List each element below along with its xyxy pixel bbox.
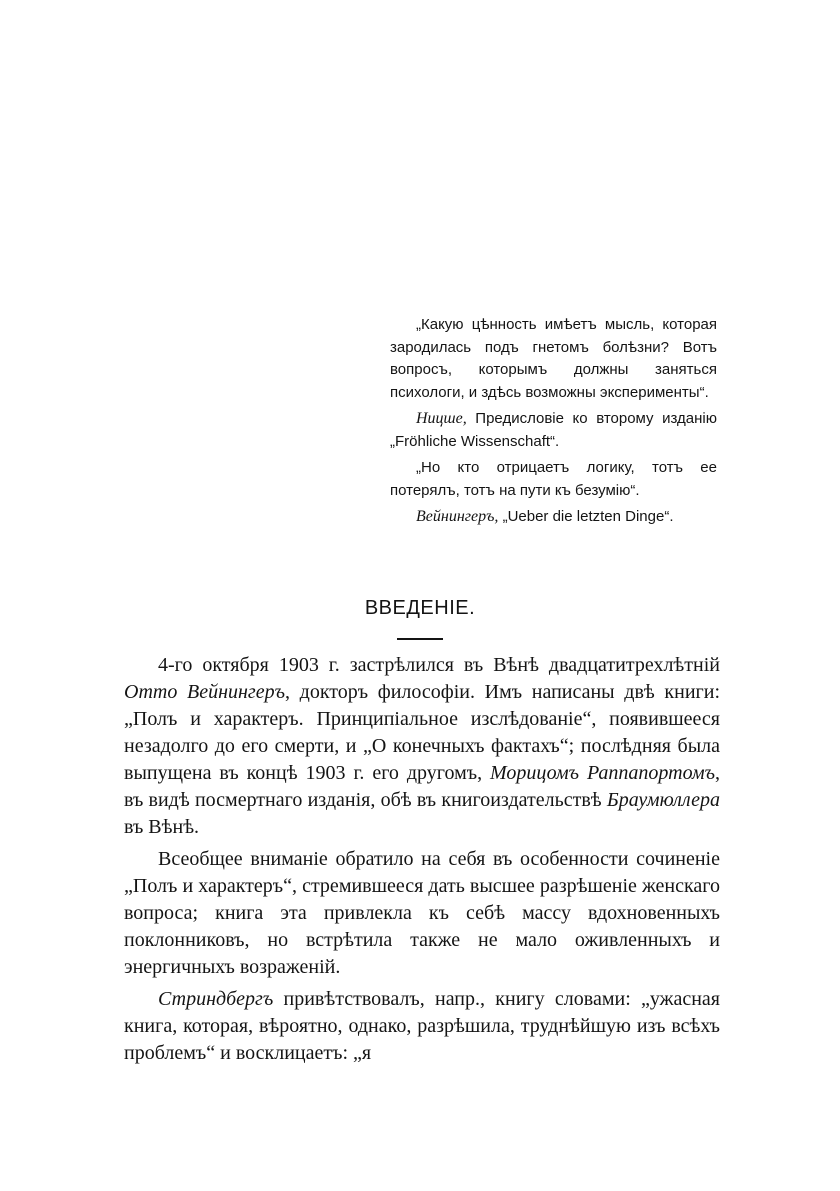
epigraph-attribution-weininger: [390, 506, 717, 529]
paragraph-1: [124, 652, 720, 841]
name-moriz-rappaport: Морицомъ Раппапортомъ: [490, 762, 715, 784]
paragraph-1-text-d: въ Вѣнѣ.: [124, 816, 200, 838]
name-strindberg: Стриндбергъ: [158, 988, 274, 1010]
attribution-source-weininger: „Ueber die letzten Dinge“.: [498, 508, 674, 525]
paragraph-1-text-b: , докторъ философіи. Имъ написаны двѣ книги: „Полъ и характеръ. Принципіальное изслѣдованіе“, появившееся незадолго до его смерти, и „О конечныхъ фактахъ“; послѣдняя была выпущена въ концѣ 1903 г. его другомъ,: [124, 681, 721, 784]
epigraph-quote-nietzsche: „Какую цѣнность имѣетъ мысль, которая зародилась подъ гнетомъ болѣзни? Вотъ вопросъ, которымъ должны заняться психологи, и здѣсь возможны эксперименты“.: [390, 316, 717, 401]
epigraph: [390, 314, 717, 529]
author-weininger: Вейнингеръ,: [416, 508, 499, 525]
epigraph-attribution-nietzsche: [390, 408, 717, 453]
name-otto-weininger: Отто Вейнингеръ: [124, 681, 285, 703]
name-braumueller: Браумюллера: [606, 789, 720, 811]
paragraph-3-text: привѣтствовалъ, напр., книгу словами: „ужасная книга, которая, вѣроятно, однако, разрѣшила, труднѣйшую изъ всѣхъ проблемъ“ и восклицаетъ: „я: [124, 988, 720, 1064]
paragraph-3: [124, 986, 720, 1067]
paragraph-1-text-a: 4-го октября 1903 г. застрѣлился въ Вѣнѣ двадцатитрехлѣтній: [158, 654, 720, 676]
paragraph-1-text-c: , въ видѣ посмертнаго изданія, обѣ въ книгоиздательствѣ: [124, 762, 720, 811]
chapter-heading: ВВЕДЕНІЕ.: [364, 597, 476, 619]
epigraph-quote-weininger: „Но кто отрицаетъ логику, тотъ ее потерялъ, тотъ на пути къ безумію“.: [390, 459, 717, 499]
body-text: [124, 652, 720, 1072]
paragraph-2: Всеобщее вниманіе обратило на себя въ особенности сочиненіе „Полъ и характеръ“, стремившееся дать высшее разрѣшеніе женскаго вопроса; книга эта привлекла къ себѣ массу вдохновенныхъ поклонниковъ, но встрѣтила также не мало оживленныхъ и энергичныхъ возраженій.: [124, 848, 720, 978]
author-nietzsche: Ницше,: [416, 410, 467, 427]
attribution-source-nietzsche: Предисловіе ко второму изданію „Fröhliche Wissenschaft“.: [390, 410, 717, 450]
heading-divider: [397, 638, 443, 640]
